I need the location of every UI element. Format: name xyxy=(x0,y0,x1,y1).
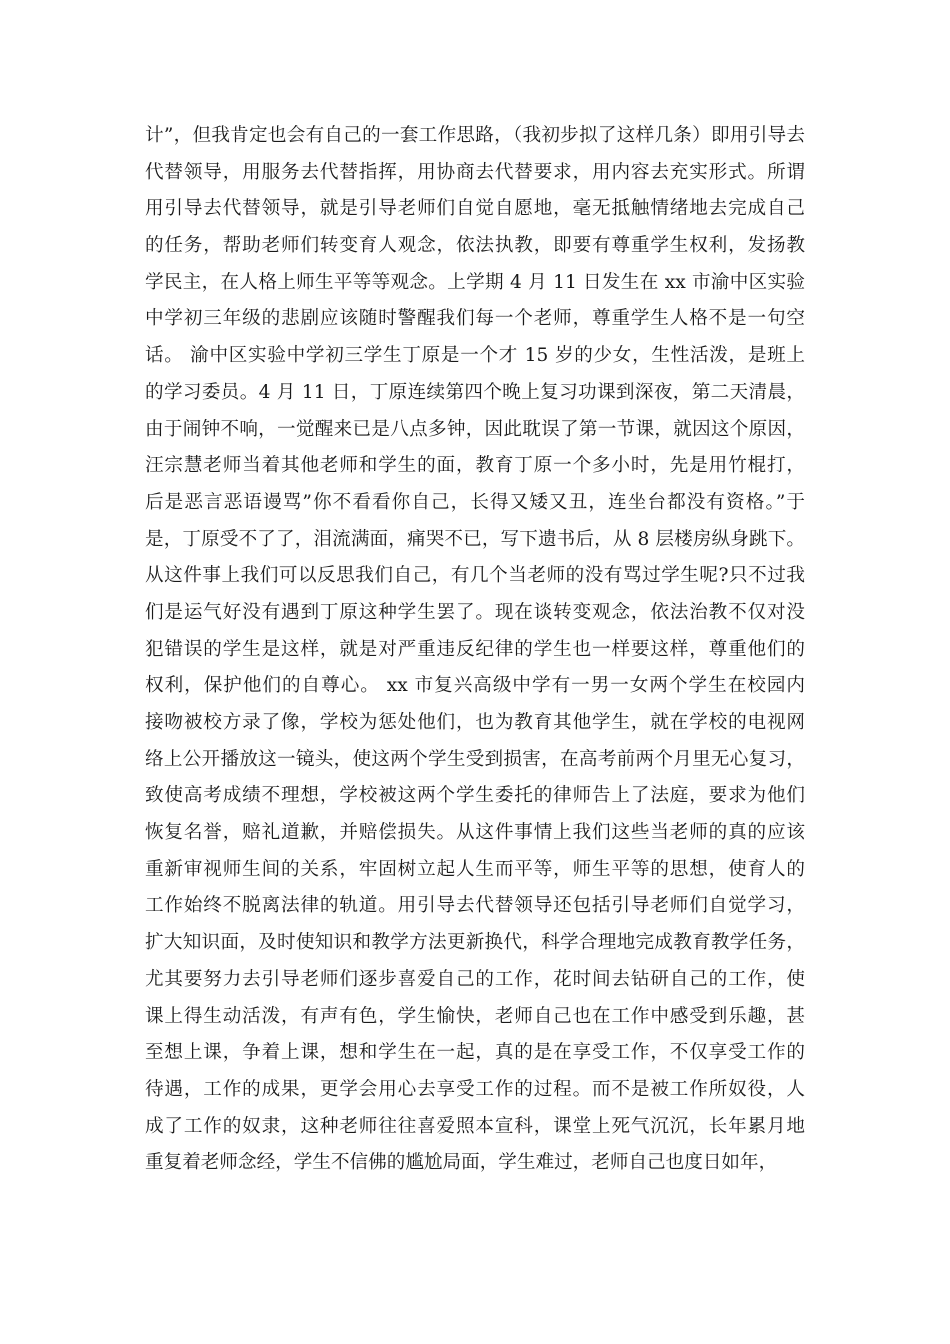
text-line: 汪宗慧老师当着其他老师和学生的面，教育丁原一个多小时，先是用竹棍打， xyxy=(145,455,805,477)
text-line: 从这件事上我们可以反思我们自己，有几个当老师的没有骂过学生呢?只不过我 xyxy=(145,565,805,587)
text-line: 权利，保护他们的自尊心。 xx 市复兴高级中学有一男一女两个学生在校园内 xyxy=(145,675,805,697)
text-line: 学民主，在人格上师生平等等观念。上学期 4 月 11 日发生在 xx 市渝中区实验 xyxy=(145,271,805,293)
text-line: 至想上课，争着上课，想和学生在一起，真的是在享受工作，不仅享受工作的 xyxy=(145,1042,805,1064)
text-line: 是，丁原受不了了，泪流满面，痛哭不已，写下遗书后，从 8 层楼房纵身跳下。 xyxy=(145,528,805,550)
body-text xyxy=(145,118,805,1182)
text-line: 待遇，工作的成果，更学会用心去享受工作的过程。而不是被工作所奴役，人 xyxy=(145,1078,805,1100)
text-line: 接吻被校方录了像，学校为惩处他们，也为教育其他学生，就在学校的电视网 xyxy=(145,712,805,733)
text-line: 话。 渝中区实验中学初三学生丁原是一个才 15 岁的少女，生性活泼，是班上 xyxy=(145,345,805,367)
text-line: 后是恶言恶语谩骂”你不看看你自己，长得又矮又丑，连坐台都没有资格。”于 xyxy=(145,491,805,513)
text-line: 成了工作的奴隶，这种老师往往喜爱照本宣科，课堂上死气沉沉，长年累月地 xyxy=(145,1115,805,1137)
text-line: 工作始终不脱离法律的轨道。用引导去代替领导还包括引导老师们自觉学习， xyxy=(145,895,805,917)
text-line: 犯错误的学生是这样，就是对严重违反纪律的学生也一样要这样，尊重他们的 xyxy=(145,638,805,660)
text-line: 重新审视师生间的关系，牢固树立起人生而平等，师生平等的思想，使育人的 xyxy=(145,858,805,880)
text-line: 扩大知识面，及时使知识和教学方法更新换代，科学合理地完成教育教学任务， xyxy=(145,932,805,954)
text-line: 的任务，帮助老师们转变育人观念，依法执教，即要有尊重学生权利，发扬教 xyxy=(145,235,805,257)
text-line: 用引导去代替领导，就是引导老师们自觉自愿地，毫无抵触情绪地去完成自己 xyxy=(145,198,805,220)
text-line: 代替领导，用服务去代替指挥，用协商去代替要求，用内容去充实形式。所谓 xyxy=(145,161,805,183)
text-line: 中学初三年级的悲剧应该随时警醒我们每一个老师，尊重学生人格不是一句空 xyxy=(145,308,805,330)
text-line: 恢复名誉，赔礼道歉，并赔偿损失。从这件事情上我们这些当老师的真的应该 xyxy=(145,822,805,844)
text-line: 由于闹钟不响，一觉醒来已是八点多钟，因此耽误了第一节课，就因这个原因， xyxy=(145,418,805,440)
text-line: 的学习委员。4 月 11 日，丁原连续第四个晚上复习功课到深夜，第二天清晨， xyxy=(145,381,805,403)
text-line: 尤其要努力去引导老师们逐步喜爱自己的工作，花时间去钻研自己的工作，使 xyxy=(145,968,805,990)
text-line: 计”，但我肯定也会有自己的一套工作思路，（我初步拟了这样几条）即用引导去 xyxy=(145,125,805,146)
text-line: 致使高考成绩不理想，学校被这两个学生委托的律师告上了法庭，要求为他们 xyxy=(145,785,805,807)
text-line: 络上公开播放这一镜头，使这两个学生受到损害，在高考前两个月里无心复习， xyxy=(145,748,805,770)
text-line: 们是运气好没有遇到丁原这种学生罢了。现在谈转变观念，依法治教不仅对没 xyxy=(145,601,805,623)
text-line: 重复着老师念经，学生不信佛的尴尬局面，学生难过，老师自己也度日如年， xyxy=(145,1152,778,1174)
text-line: 课上得生动活泼，有声有色，学生愉快，老师自己也在工作中感受到乐趣，甚 xyxy=(145,1005,805,1027)
